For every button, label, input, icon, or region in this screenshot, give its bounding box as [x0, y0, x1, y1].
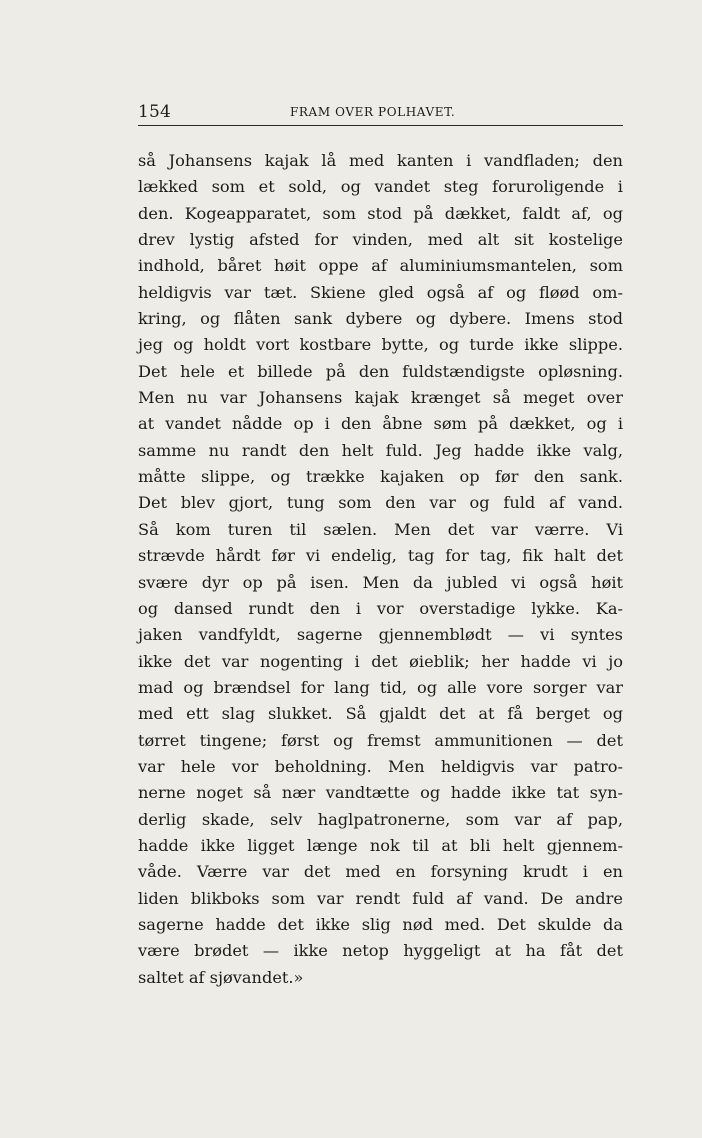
text-line: at vandet nådde op i den åbne søm på dækket, og i — [138, 414, 623, 434]
text-line: indhold, båret høit oppe af aluminiumsmantelen, som — [138, 256, 623, 276]
header-rule — [138, 125, 623, 126]
text-line: tørret tingene; først og fremst ammunitionen — det — [138, 730, 623, 750]
text-line: Det hele et billede på den fuldstændigste opløsning. — [138, 361, 623, 381]
text-line: våde. Værre var det med en forsyning krudt i en — [138, 862, 623, 882]
text-line: nerne noget så nær vandtætte og hadde ikke tat syn- — [138, 783, 623, 803]
text-line: og dansed rundt den i vor overstadige lykke. Ka- — [138, 598, 623, 618]
text-line: sagerne hadde det ikke slig nød med. Det skulde da — [138, 914, 623, 934]
text-line: derlig skade, selv haglpatronerne, som var af pap, — [138, 809, 623, 829]
text-line: jaken vandfyldt, sagerne gjennemblødt — vi syntes — [138, 625, 623, 645]
text-line: drev lystig afsted for vinden, med alt sit kostelige — [138, 230, 623, 250]
page-number: 154 — [138, 102, 172, 122]
text-line: Det blev gjort, tung som den var og fuld af vand. — [138, 493, 623, 513]
text-line: liden blikboks som var rendt fuld af vand. De andre — [138, 888, 623, 908]
running-title: FRAM OVER POLHAVET. — [290, 105, 456, 119]
text-line: strævde hårdt før vi endelig, tag for tag, fik halt det — [138, 546, 623, 566]
text-line: Så kom turen til sælen. Men det var værre. Vi — [138, 519, 623, 539]
text-line: med ett slag slukket. Så gjaldt det at få berget og — [138, 704, 623, 724]
text-line: kring, og flåten sank dybere og dybere. Imens stod — [138, 309, 623, 329]
text-line: var hele vor beholdning. Men heldigvis var patro- — [138, 756, 623, 776]
text-line: Men nu var Johansens kajak krænget så meget over — [138, 388, 623, 408]
page-header — [138, 100, 623, 124]
text-line: svære dyr op på isen. Men da jubled vi også høit — [138, 572, 623, 592]
text-line: jeg og holdt vort kostbare bytte, og turde ikke slippe. — [138, 335, 623, 355]
text-line: lækked som et sold, og vandet steg foruroligende i — [138, 177, 623, 197]
text-line: heldigvis var tæt. Skiene gled også af og fløød om- — [138, 282, 623, 302]
text-line: den. Kogeapparatet, som stod på dækket, faldt af, og — [138, 203, 623, 223]
text-line: være brødet — ikke netop hyggeligt at ha fåt det — [138, 941, 623, 961]
text-line: mad og brændsel for lang tid, og alle vore sorger var — [138, 677, 623, 697]
text-line: måtte slippe, og trække kajaken op før den sank. — [138, 467, 623, 487]
text-line: hadde ikke ligget længe nok til at bli helt gjennem- — [138, 835, 623, 855]
text-line: ikke det var nogenting i det øieblik; her hadde vi jo — [138, 651, 623, 671]
text-line: så Johansens kajak lå med kanten i vandfladen; den — [138, 151, 623, 170]
text-line: saltet af sjøvandet.» — [138, 967, 304, 987]
text-line: samme nu randt den helt fuld. Jeg hadde ikke valg, — [138, 440, 623, 460]
body-text — [138, 148, 623, 991]
